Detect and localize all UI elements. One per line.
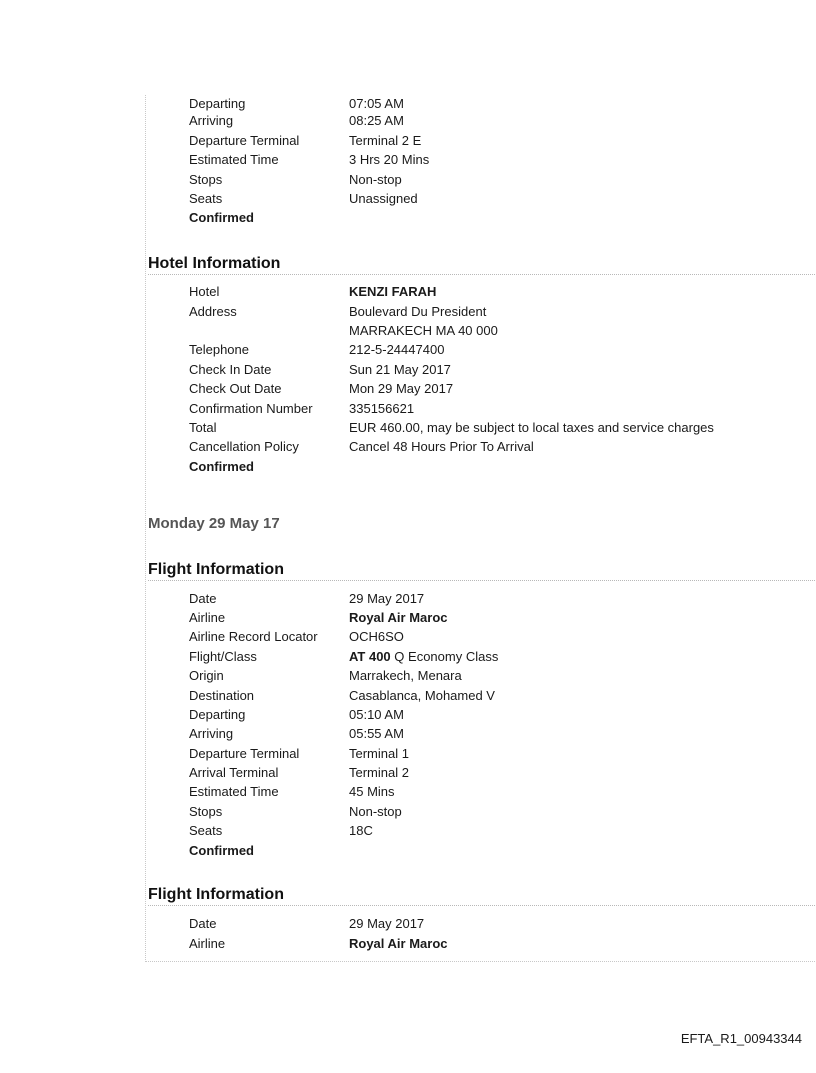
field-label: Confirmation Number: [189, 401, 313, 416]
flight-section-heading: Flight Information: [148, 561, 816, 581]
field-value: 335156621: [349, 401, 415, 416]
field-label: Departing: [189, 96, 246, 111]
field-label: Total: [189, 420, 217, 435]
field-value: Casablanca, Mohamed V: [349, 688, 495, 703]
address-line-2: MARRAKECH MA 40 000: [349, 323, 498, 338]
field-label: Destination: [189, 688, 255, 703]
field-label: Flight/Class: [189, 649, 257, 664]
hotel-section-heading: Hotel Information: [148, 255, 816, 275]
field-value: 212-5-24447400: [349, 342, 445, 357]
field-label: Date: [189, 916, 217, 931]
field-value: Sun 21 May 2017: [349, 362, 451, 377]
status-confirmed: Confirmed: [189, 843, 254, 858]
field-value: 3 Hrs 20 Mins: [349, 152, 430, 167]
field-label: Hotel: [189, 284, 220, 299]
field-label: Estimated Time: [189, 784, 279, 799]
day-heading: Monday 29 May 17: [148, 515, 280, 532]
field-value: 05:10 AM: [349, 707, 404, 722]
status-confirmed: Confirmed: [189, 210, 254, 225]
field-label: Arrival Terminal: [189, 765, 279, 780]
field-label: Origin: [189, 668, 224, 683]
field-label: Address: [189, 304, 237, 319]
field-label: Airline: [189, 610, 226, 625]
field-label: Check Out Date: [189, 381, 282, 396]
travel-class: Q Economy Class: [394, 649, 499, 664]
field-value: Terminal 1: [349, 746, 409, 761]
airline-name: Royal Air Maroc: [349, 936, 448, 951]
field-label: Stops: [189, 804, 223, 819]
field-label: Departing: [189, 707, 246, 722]
field-value: Mon 29 May 2017: [349, 381, 454, 396]
field-label: Estimated Time: [189, 152, 279, 167]
field-value: Unassigned: [349, 191, 418, 206]
field-label: Telephone: [189, 342, 249, 357]
field-value: Terminal 2 E: [349, 133, 422, 148]
field-value: 07:05 AM: [349, 96, 404, 111]
address-line-1: Boulevard Du President: [349, 304, 487, 319]
field-label: Seats: [189, 191, 223, 206]
flight-section-heading: Flight Information: [148, 886, 816, 906]
field-value: 29 May 2017: [349, 591, 425, 606]
field-label: Seats: [189, 823, 223, 838]
flight-number: AT 400: [349, 649, 391, 664]
field-label: Check In Date: [189, 362, 272, 377]
document-id: EFTA_R1_00943344: [680, 1031, 802, 1046]
field-value: Non-stop: [349, 172, 402, 187]
airline-name: Royal Air Maroc: [349, 610, 448, 625]
field-value: Terminal 2: [349, 765, 409, 780]
field-label: Departure Terminal: [189, 133, 300, 148]
field-value: OCH6SO: [349, 629, 404, 644]
field-label: Departure Terminal: [189, 746, 300, 761]
field-label: Stops: [189, 172, 223, 187]
field-label: Airline: [189, 936, 226, 951]
field-value: 05:55 AM: [349, 726, 404, 741]
field-label: Airline Record Locator: [189, 629, 318, 644]
field-value: EUR 460.00, may be subject to local taxes and service charges: [349, 420, 714, 435]
field-label: Arriving: [189, 113, 234, 128]
flight-class-value: [349, 648, 498, 665]
field-label: Cancellation Policy: [189, 439, 299, 454]
field-value: 18C: [349, 823, 373, 838]
field-value: Marrakech, Menara: [349, 668, 462, 683]
hotel-name: KENZI FARAH: [349, 284, 437, 299]
field-label: Arriving: [189, 726, 234, 741]
itinerary-body: [145, 95, 816, 962]
field-value: 08:25 AM: [349, 113, 404, 128]
field-value: Non-stop: [349, 804, 402, 819]
field-value: Cancel 48 Hours Prior To Arrival: [349, 439, 534, 454]
field-label: Date: [189, 591, 217, 606]
field-value: 45 Mins: [349, 784, 395, 799]
field-value: 29 May 2017: [349, 916, 425, 931]
status-confirmed: Confirmed: [189, 459, 254, 474]
